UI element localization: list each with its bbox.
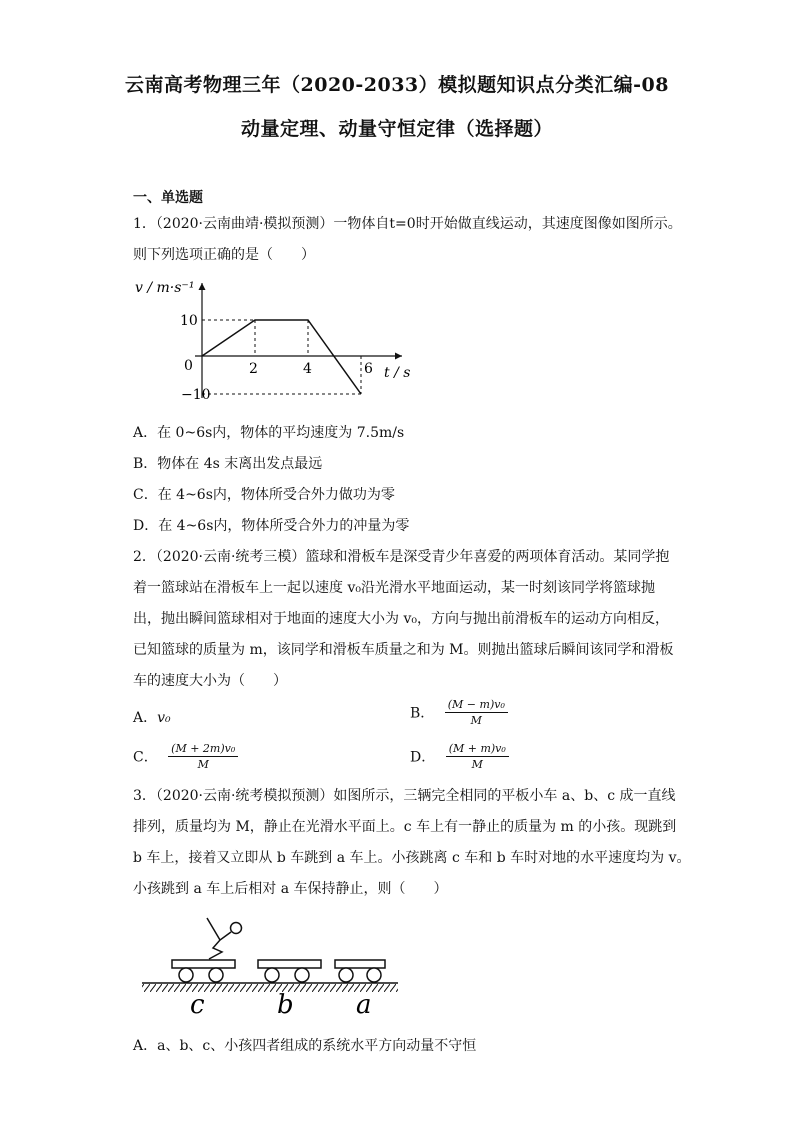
cart-b [258,960,321,982]
q3-stem-line4: 小孩跳到 a 车上后相对 a 车保持静止，则（ ） [133,881,448,897]
q2-stem-line4: 已知篮球的质量为 m，该同学和滑板车质量之和为 M。则抛出篮球后瞬间该同学和滑板 [133,642,674,658]
q3-option-a[interactable]: A．a、b、c、小孩四者组成的系统水平方向动量不守恒 [133,1038,477,1054]
tick-label-6: 6 [364,361,373,377]
q2-stem-line3: 出，抛出瞬间篮球相对于地面的速度大小为 v₀，方向与抛出前滑板车的运动方向相反， [133,611,669,627]
q2-option-b[interactable]: B． $\frac{\text{(M − m)v₀}}{M}$ [410,698,508,727]
tick-label-0: 0 [184,358,193,374]
tick-label-10: 10 [180,313,198,329]
velocity-curve [202,320,361,394]
q1-stem-line1: 1．（2020·云南曲靖·模拟预测）一物体自t=0时开始做直线运动，其速度图像如图所示。 [133,216,682,232]
q3-stem-line3: b 车上，接着又立即从 b 车跳到 a 车上。小孩跳离 c 车和 b 车时对地的水平速度均为 v。 [133,850,691,866]
q2-stem-line5: 车的速度大小为（ ） [133,673,287,689]
q2-option-c[interactable]: C． $\frac{\text{(M + 2m)v₀}}{M}$ [133,742,238,771]
q1-option-b[interactable]: B．物体在 4s 末离出发点最远 [133,456,323,472]
q3-stem-line2: 排列，质量均为 M，静止在光滑水平面上。c 车上有一静止的质量为 m 的小孩。现跳到 [133,819,677,835]
cart-a [335,960,385,982]
q3-carts-figure [140,908,400,1018]
y-axis-label: v / m·s⁻¹ [135,280,195,296]
q1-option-d[interactable]: D．在 4~6s内，物体所受合外力的冲量为零 [133,518,410,534]
tick-label-4: 4 [303,361,312,377]
tick-label-neg10: −10 [181,387,211,403]
q2-stem-line2: 着一篮球站在滑板车上一起以速度 v₀沿光滑水平地面运动，某一时刻该同学将篮球抛 [133,580,655,596]
q1-option-c[interactable]: C．在 4~6s内，物体所受合外力做功为零 [133,487,395,503]
cart-label-a: a [356,990,372,1018]
q2-option-a[interactable]: A．v₀ [133,710,171,726]
child-figure [207,918,242,959]
q2-option-d[interactable]: D． $\frac{\text{(M + m)v₀}}{M}$ [410,742,509,771]
q1-velocity-time-graph [125,272,425,412]
q3-stem-line1: 3．（2020·云南·统考模拟预测）如图所示，三辆完全相同的平板小车 a、b、c 成一直线 [133,788,676,804]
cart-label-c: c [190,990,205,1018]
cart-c [172,960,235,982]
document-title-line2: 动量定理、动量守恒定律（选择题） [240,118,553,140]
tick-label-2: 2 [249,361,258,377]
document-title-line1: 云南高考物理三年（2020-2033）模拟题知识点分类汇编-08 [125,74,669,96]
section-heading: 一、单选题 [133,190,203,206]
q1-option-a[interactable]: A．在 0~6s内，物体的平均速度为 7.5m/s [133,425,405,441]
q2-stem-line1: 2．（2020·云南·统考三模）篮球和滑板车是深受青少年喜爱的两项体育活动。某同学抱 [133,549,670,565]
q1-stem-line2: 则下列选项正确的是（ ） [133,247,315,263]
cart-label-b: b [277,990,294,1018]
x-axis-label: t / s [384,365,411,381]
